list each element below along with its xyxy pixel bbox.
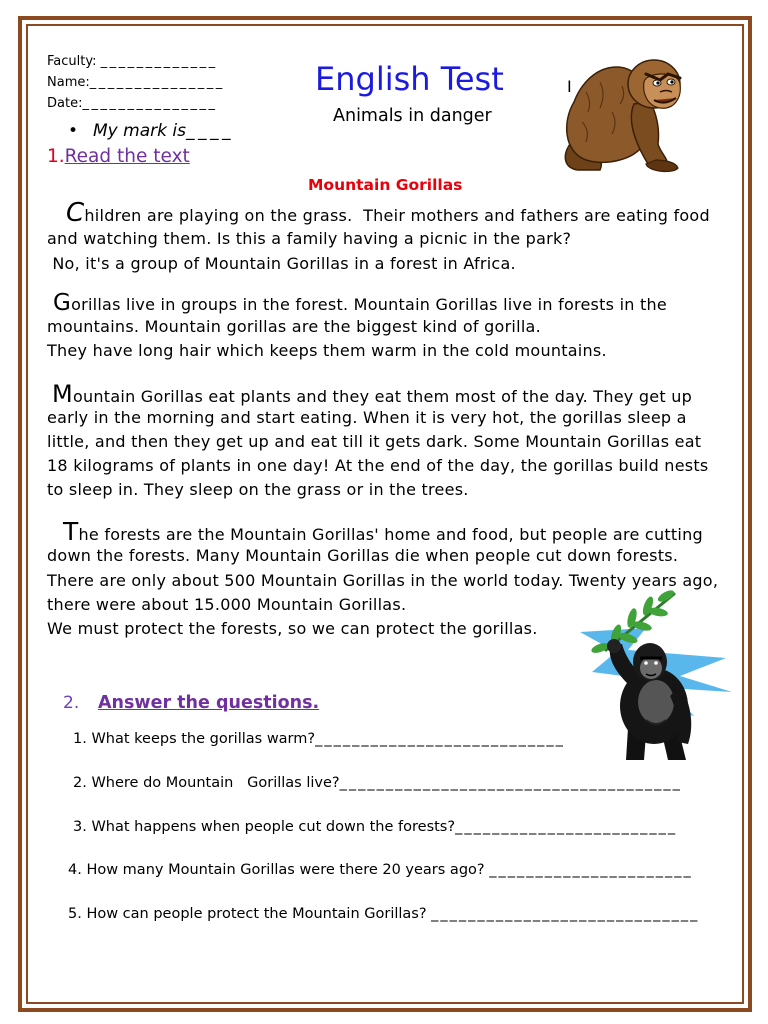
- paragraph-line: Gorillas live in groups in the forest. Mountain Gorillas live in forests in the: [53, 290, 668, 316]
- paragraph-line: Mountain Gorillas eat plants and they eat them most of the day. They get up: [52, 380, 693, 408]
- bullet-icon: •: [68, 121, 79, 141]
- name-blank: _______________: [89, 75, 225, 90]
- date-label: Date:: [47, 96, 83, 111]
- paragraph-line: They have long hair which keeps them warm in the cold mountains.: [47, 341, 607, 360]
- my-mark-line: [68, 120, 234, 142]
- question-item: [73, 773, 682, 793]
- question-prompt: 3. What happens when people cut down the forests?: [73, 819, 456, 835]
- stray-mark: I: [567, 77, 572, 96]
- question-item: [68, 860, 693, 880]
- paragraph-line: little, and then they get up and eat till it gets dark. Some Mountain Gorillas eat: [47, 432, 702, 451]
- question-prompt: 1. What keeps the gorillas warm?: [73, 731, 316, 747]
- section-1-heading: [47, 145, 190, 169]
- paragraph-line: mountains. Mountain gorillas are the biggest kind of gorilla.: [47, 317, 541, 336]
- answer-blank: ______________________: [489, 862, 693, 878]
- test-subtitle: Animals in danger: [333, 106, 492, 126]
- question-prompt: 2. Where do Mountain Gorillas live?: [73, 775, 340, 791]
- answer-blank: ___________________________: [315, 731, 565, 747]
- paragraph-line: No, it's a group of Mountain Gorillas in a forest in Africa.: [47, 254, 516, 273]
- paragraph-line: there were about 15.000 Mountain Gorillas.: [47, 594, 407, 614]
- test-title: English Test: [315, 60, 504, 98]
- date-blank: _______________: [82, 96, 218, 111]
- reading-title: Mountain Gorillas: [308, 176, 463, 194]
- section-2-number: 2.: [63, 693, 80, 713]
- question-item: [73, 817, 677, 837]
- question-prompt: 4. How many Mountain Gorillas were there 20 years ago?: [68, 862, 490, 878]
- paragraph-line: Children are playing on the grass. Their mothers and fathers are eating food: [66, 198, 710, 228]
- my-mark-label: My mark is: [93, 121, 186, 141]
- name-label: Name:: [47, 75, 90, 90]
- faculty-blank: _____________: [100, 54, 218, 69]
- section-1-title: Read the text: [64, 146, 190, 167]
- faculty-field: [47, 53, 218, 71]
- section-1-number: 1.: [47, 146, 65, 167]
- paragraph-line: We must protect the forests, so we can protect the gorillas.: [47, 619, 538, 639]
- section-2-title: Answer the questions.: [98, 693, 320, 713]
- black-gorilla-with-branch-illustration: [576, 588, 736, 764]
- paragraph-line: and watching them. Is this a family having a picnic in the park?: [47, 229, 572, 248]
- brown-gorilla-illustration: [556, 52, 688, 174]
- question-prompt: 5. How can people protect the Mountain Gorillas?: [68, 906, 432, 922]
- name-field: [47, 74, 225, 92]
- reading-paragraph-2: [47, 291, 667, 363]
- paragraph-line: There are only about 500 Mountain Gorillas in the world today. Twenty years ago,: [47, 570, 719, 590]
- paragraph-line: early in the morning and start eating. When it is very hot, the gorillas sleep a: [47, 408, 687, 427]
- paragraph-line: down the forests. Many Mountain Gorillas die when people cut down forests.: [47, 546, 679, 566]
- reading-paragraph-3: [47, 382, 708, 502]
- question-item: [73, 729, 565, 749]
- paragraph-line: 18 kilograms of plants in one day! At the end of the day, the gorillas build nests: [47, 456, 709, 475]
- reading-paragraph-1: [47, 198, 710, 276]
- paragraph-line: to sleep in. They sleep on the grass or in the trees.: [47, 480, 469, 499]
- my-mark-blank: ____: [185, 121, 234, 141]
- paragraph-line: The forests are the Mountain Gorillas' home and food, but people are cutting: [63, 517, 703, 546]
- answer-blank: _____________________________________: [339, 775, 682, 791]
- answer-blank: _____________________________: [431, 906, 700, 922]
- question-item: [68, 904, 699, 924]
- answer-blank: ________________________: [455, 819, 678, 835]
- date-field: [47, 95, 217, 113]
- faculty-label: Faculty:: [47, 54, 101, 69]
